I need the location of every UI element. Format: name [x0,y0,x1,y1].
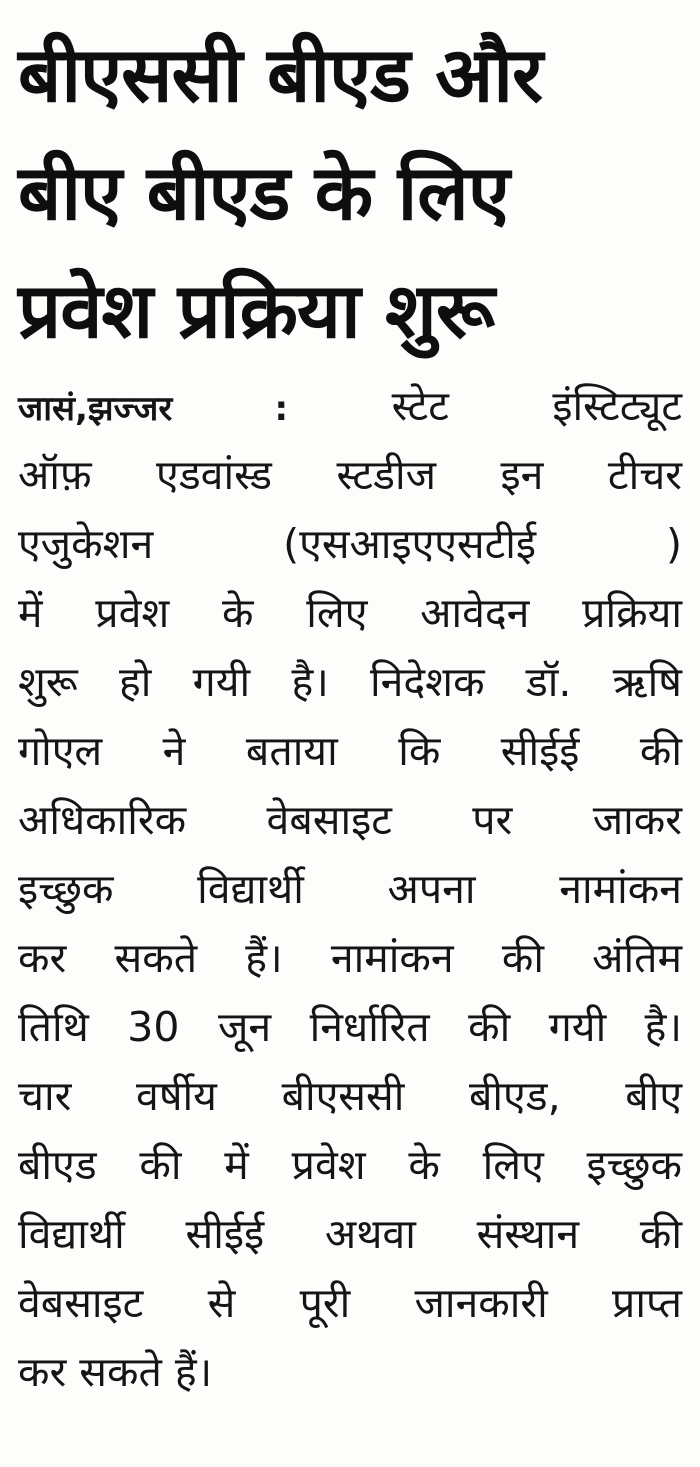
article-line: वेबसाइट से पूरी जानकारी प्राप्त [18,1279,682,1327]
article-line: चार वर्षीय बीएससी बीएड, बीए [18,1072,682,1120]
headline-line: प्रवेश प्रक्रिया शुरू [18,266,494,355]
headline-line: बीए बीएड के लिए [18,148,509,237]
article-line: गोएल ने बताया कि सीईई की [18,727,682,775]
article-line: एजुकेशन (एसआइएएसटीई ) [18,520,682,568]
article-line: विद्यार्थी सीईई अथवा संस्थान की [18,1210,682,1258]
headline-line: बीएससी बीएड और [18,30,543,119]
article-line-last: कर सकते हैं। [18,1348,213,1396]
article-line-first [18,372,682,441]
headline [18,16,688,370]
article-line: इच्छुक विद्यार्थी अपना नामांकन [18,865,682,913]
article-line: में प्रवेश के लिए आवेदन प्रक्रिया [18,589,682,637]
article-line: अधिकारिक वेबसाइट पर जाकर [18,796,682,844]
article-line: कर सकते हैं। नामांकन की अंतिम [18,934,682,982]
dateline: जासं,झज्जर : [18,389,289,429]
article-line: ऑफ़ एडवांस्ड स्टडीज इन टीचर [18,451,682,499]
article-line: बीएड की में प्रवेश के लिए इच्छुक [18,1141,682,1189]
article-line: शुरू हो गयी है। निदेशक डॉ. ऋषि [18,658,682,706]
article-line: तिथि 30 जून निर्धारित की गयी है। [18,1003,682,1051]
article-body [18,372,682,1407]
article-line-text: स्टेट इंस्टिट्यूट [391,382,682,430]
